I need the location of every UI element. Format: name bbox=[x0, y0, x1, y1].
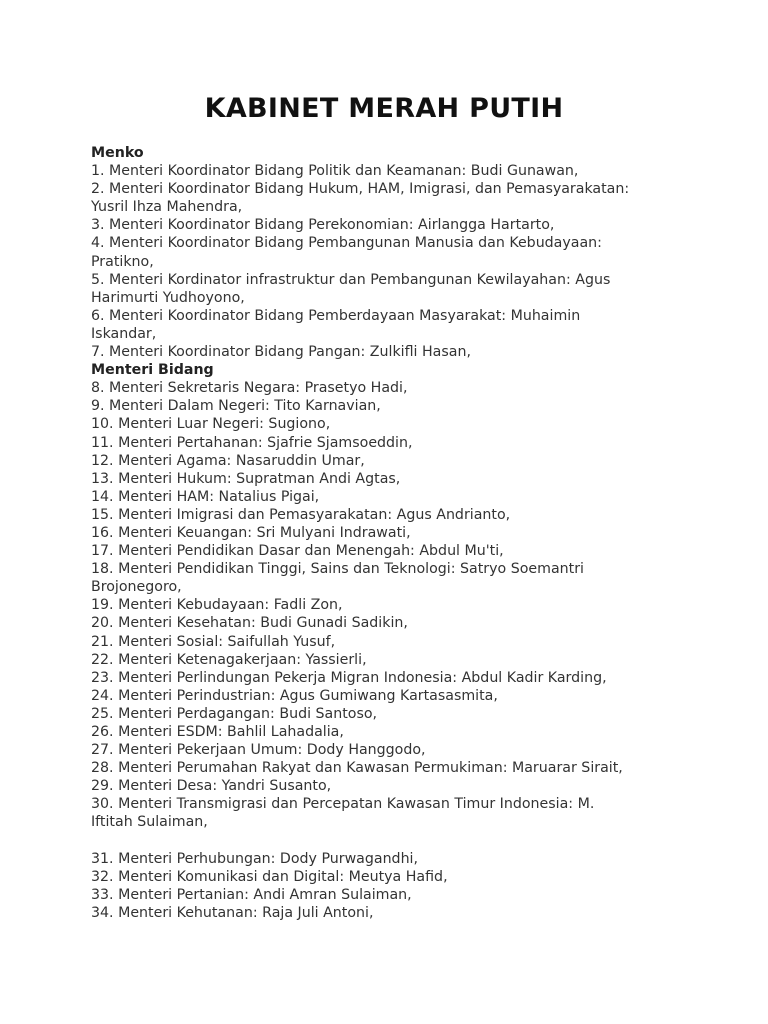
minister-entry: 12. Menteri Agama: Nasaruddin Umar, bbox=[91, 452, 365, 469]
minister-entry: 28. Menteri Perumahan Rakyat dan Kawasan Permukiman: Maruarar Sirait, bbox=[91, 760, 623, 777]
minister-entry: 9. Menteri Dalam Negeri: Tito Karnavian, bbox=[91, 398, 381, 415]
section-heading: Menteri Bidang bbox=[91, 362, 214, 379]
minister-entry: 19. Menteri Kebudayaan: Fadli Zon, bbox=[91, 597, 343, 614]
minister-entry: 5. Menteri Kordinator infrastruktur dan Pembangunan Kewilayahan: Agus bbox=[91, 271, 611, 288]
blank-line bbox=[91, 832, 691, 850]
minister-entry: 27. Menteri Pekerjaan Umum: Dody Hanggodo, bbox=[91, 742, 426, 759]
minister-entry: 14. Menteri HAM: Natalius Pigai, bbox=[91, 488, 320, 505]
minister-entry: Yusril Ihza Mahendra, bbox=[91, 199, 243, 216]
minister-entry: 13. Menteri Hukum: Supratman Andi Agtas, bbox=[91, 470, 401, 487]
minister-entry: 22. Menteri Ketenagakerjaan: Yassierli, bbox=[91, 651, 367, 668]
document-title: KABINET MERAH PUTIH bbox=[204, 93, 564, 124]
minister-entry: 34. Menteri Kehutanan: Raja Juli Antoni, bbox=[91, 904, 374, 921]
minister-entry: 3. Menteri Koordinator Bidang Perekonomian: Airlangga Hartarto, bbox=[91, 217, 555, 234]
minister-entry: 32. Menteri Komunikasi dan Digital: Meutya Hafid, bbox=[91, 868, 448, 885]
minister-entry: 11. Menteri Pertahanan: Sjafrie Sjamsoeddin, bbox=[91, 434, 413, 451]
minister-entry: 20. Menteri Kesehatan: Budi Gunadi Sadikin, bbox=[91, 615, 408, 632]
section-heading: Menko bbox=[91, 145, 144, 161]
minister-entry: 16. Menteri Keuangan: Sri Mulyani Indrawati, bbox=[91, 524, 411, 541]
minister-entry: 1. Menteri Koordinator Bidang Politik dan Keamanan: Budi Gunawan, bbox=[91, 163, 579, 180]
minister-entry: 2. Menteri Koordinator Bidang Hukum, HAM, Imigrasi, dan Pemasyarakatan: bbox=[91, 181, 630, 198]
minister-entry: 31. Menteri Perhubungan: Dody Purwagandhi, bbox=[91, 850, 419, 867]
minister-entry: Pratikno, bbox=[91, 253, 154, 270]
minister-entry: 10. Menteri Luar Negeri: Sugiono, bbox=[91, 416, 331, 433]
document-body bbox=[91, 144, 691, 922]
minister-entry: 33. Menteri Pertanian: Andi Amran Sulaiman, bbox=[91, 886, 412, 903]
minister-entry: 4. Menteri Koordinator Bidang Pembangunan Manusia dan Kebudayaan: bbox=[91, 235, 602, 252]
minister-entry: Harimurti Yudhoyono, bbox=[91, 289, 245, 306]
minister-entry: 25. Menteri Perdagangan: Budi Santoso, bbox=[91, 705, 378, 722]
minister-entry: 7. Menteri Koordinator Bidang Pangan: Zulkifli Hasan, bbox=[91, 344, 471, 361]
minister-entry: Iftitah Sulaiman, bbox=[91, 814, 208, 831]
minister-entry: 21. Menteri Sosial: Saifullah Yusuf, bbox=[91, 633, 336, 650]
minister-entry: Iskandar, bbox=[91, 325, 157, 342]
minister-entry: 8. Menteri Sekretaris Negara: Prasetyo Hadi, bbox=[91, 380, 408, 397]
minister-entry: Brojonegoro, bbox=[91, 579, 182, 596]
minister-entry: 29. Menteri Desa: Yandri Susanto, bbox=[91, 778, 332, 795]
minister-entry: 17. Menteri Pendidikan Dasar dan Menengah: Abdul Mu'ti, bbox=[91, 543, 504, 560]
minister-entry: 24. Menteri Perindustrian: Agus Gumiwang Kartasasmita, bbox=[91, 687, 498, 704]
minister-entry: 15. Menteri Imigrasi dan Pemasyarakatan: Agus Andrianto, bbox=[91, 506, 511, 523]
minister-entry: 26. Menteri ESDM: Bahlil Lahadalia, bbox=[91, 724, 344, 740]
minister-entry: 23. Menteri Perlindungan Pekerja Migran Indonesia: Abdul Kadir Karding, bbox=[91, 669, 607, 686]
minister-entry: 6. Menteri Koordinator Bidang Pemberdayaan Masyarakat: Muhaimin bbox=[91, 307, 581, 324]
minister-entry: 18. Menteri Pendidikan Tinggi, Sains dan Teknologi: Satryo Soemantri bbox=[91, 561, 584, 578]
minister-entry: 30. Menteri Transmigrasi dan Percepatan Kawasan Timur Indonesia: M. bbox=[91, 796, 595, 813]
